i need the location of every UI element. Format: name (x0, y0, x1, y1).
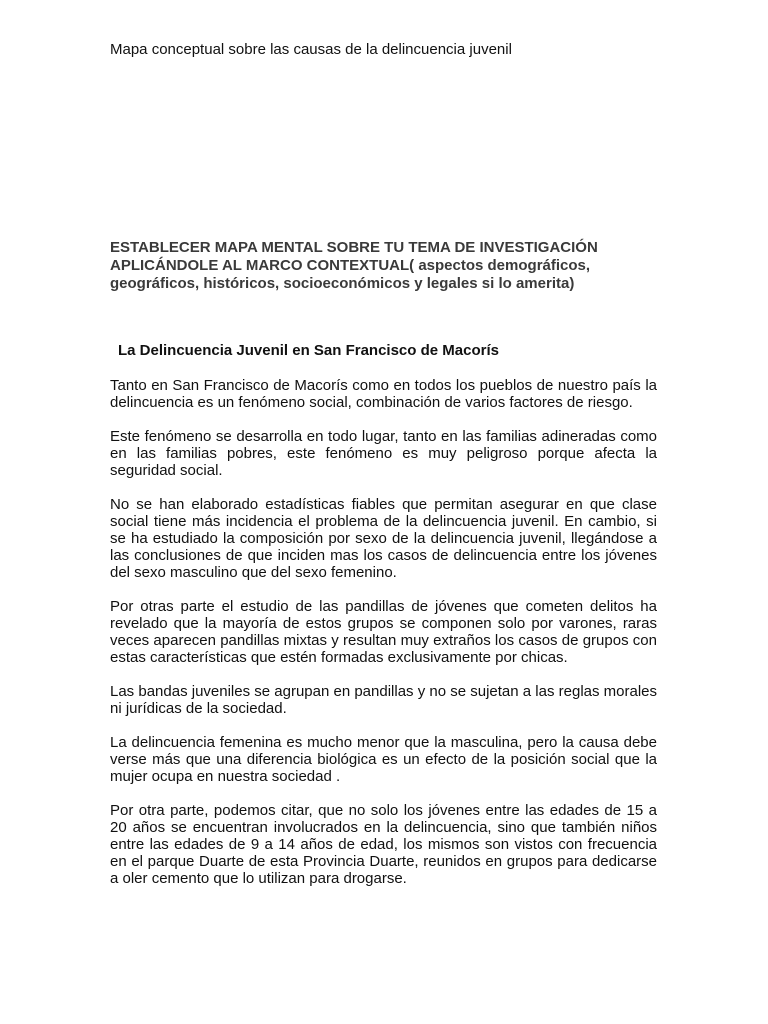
document-title: Mapa conceptual sobre las causas de la delincuencia juvenil (110, 41, 512, 58)
paragraph: Este fenómeno se desarrolla en todo lugar, tanto en las familias adineradas como en las familias pobres, este fenómeno es muy peligroso porque afecta la seguridad social. (110, 428, 657, 479)
assignment-detail: aspectos demográficos, geográficos, históricos, socioeconómicos y legales si lo amerita) (110, 257, 591, 292)
paragraph: Por otra parte, podemos citar, que no solo los jóvenes entre las edades de 15 a 20 años se encuentran involucrados en la delincuencia, sino que también niños entre las edades de 9 a 14 años de edad, los mismos son vistos con frecuencia en el parque Duarte de esta Provincia Duarte, reunidos en grupos para dedicarse a oler cemento que lo utilizan para drogarse. (110, 802, 657, 887)
paragraph: La delincuencia femenina es mucho menor que la masculina, pero la causa debe verse más que una diferencia biológica es un efecto de la posición social que la mujer ocupa en nuestra sociedad . (110, 734, 657, 785)
assignment-lead: ESTABLECER MAPA MENTAL SOBRE TU TEMA DE INVESTIGACIÓN APLICÁNDOLE AL MARCO CONTEXTUAL( (110, 239, 598, 274)
section-title: La Delincuencia Juvenil en San Francisco de Macorís (118, 342, 499, 359)
assignment-heading (110, 239, 657, 293)
paragraph: Por otras parte el estudio de las pandillas de jóvenes que cometen delitos ha revelado que la mayoría de estos grupos se componen solo por varones, raras veces aparecen pandillas mixtas y resultan muy extraños los casos de grupos con estas características que estén formadas exclusivamente por chicas. (110, 598, 657, 666)
body-text (110, 377, 657, 904)
paragraph: Tanto en San Francisco de Macorís como en todos los pueblos de nuestro país la delincuencia es un fenómeno social, combinación de varios factores de riesgo. (110, 377, 657, 411)
paragraph: Las bandas juveniles se agrupan en pandillas y no se sujetan a las reglas morales ni jurídicas de la sociedad. (110, 683, 658, 717)
paragraph: No se han elaborado estadísticas fiables que permitan asegurar en que clase social tiene más incidencia el problema de la delincuencia juvenil. En cambio, si se ha estudiado la composición por sexo de la delincuencia juvenil, llegándose a las conclusiones de que inciden mas los casos de delincuencia entre los jóvenes del sexo masculino que del sexo femenino. (110, 496, 657, 581)
